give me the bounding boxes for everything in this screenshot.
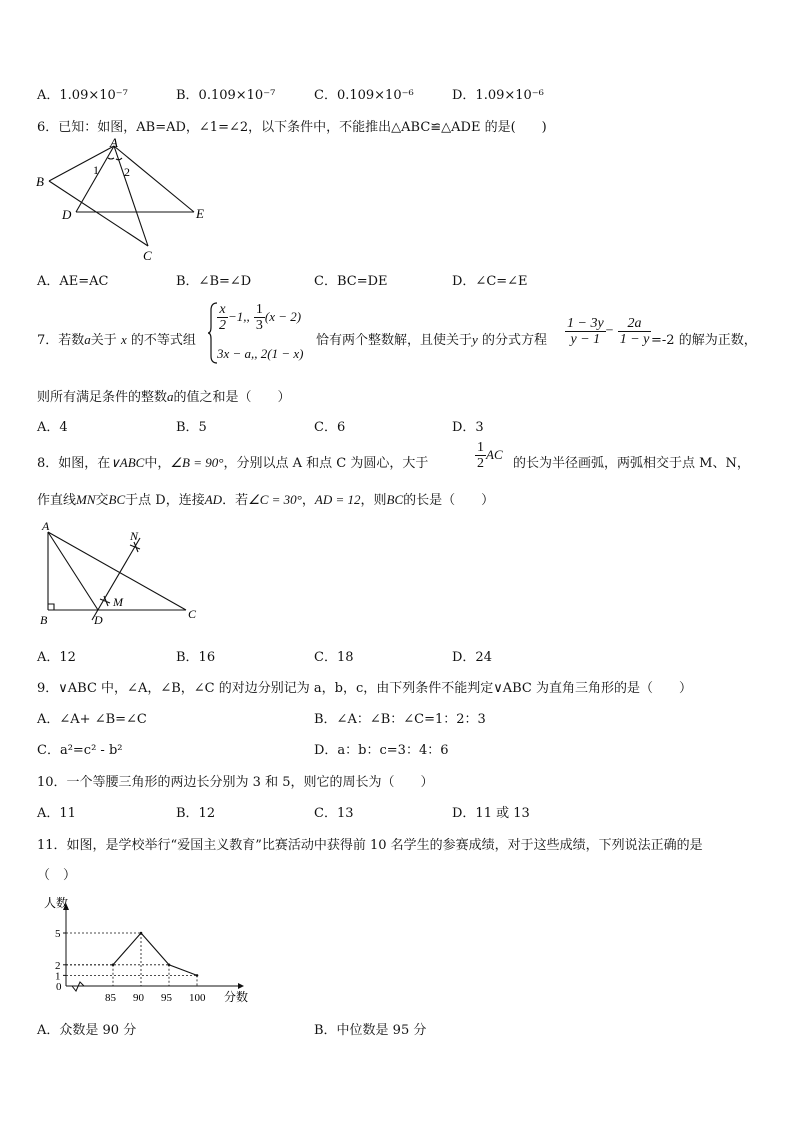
q6-label-1: 1: [93, 163, 99, 177]
y-tick-label-2: 2: [55, 959, 61, 972]
q8-label-n: N: [130, 529, 139, 543]
x-axis-arrow: [238, 983, 244, 989]
q6-seg-ac: [114, 146, 148, 246]
q6-label-c: C: [143, 248, 152, 263]
q8-label-m: M: [113, 595, 123, 609]
y-axis-title: 人数: [44, 896, 69, 910]
q8-label-c: C: [188, 607, 197, 621]
q10-option-b: B．12: [176, 806, 216, 821]
x-tick-label-100: 100: [189, 992, 206, 1004]
q9-option-d: D．a：b：c=3：4：6: [314, 743, 449, 758]
q6-option-a: A．AE=AC: [37, 274, 109, 289]
q11-stem: 11．如图，是学校举行“爱国主义教育”比赛活动中获得前 10 名学生的参赛成绩，对于这些成绩，下列说法正确的是: [37, 838, 703, 853]
x-tick-label-90: 90: [133, 992, 144, 1004]
q10-option-d: D．11 或 13: [452, 806, 530, 821]
q11-stem-blank: （ ）: [37, 868, 77, 883]
q9-option-c: C．a²=c² - b²: [37, 743, 123, 758]
q7-line2: 则所有满足条件的整数a的值之和是（ ）: [37, 389, 291, 405]
q8-right-angle-mark: [48, 604, 54, 610]
q7-option-b: B．5: [176, 420, 207, 435]
q10-option-c: C．13: [314, 806, 354, 821]
q9-option-a: A．∠A+ ∠B=∠C: [37, 712, 147, 727]
q6-option-c: C．BC=DE: [314, 274, 388, 289]
q11-option-a: A．众数是 90 分: [37, 1023, 137, 1038]
data-point-90: [140, 932, 143, 935]
q8-option-d: D．24: [452, 650, 492, 665]
q5-option-a: A．1.09×10⁻⁷: [37, 88, 128, 103]
x-axis-title: 分数: [224, 990, 249, 1004]
q7-line1-start: 7．若数a关于 x 的不等式组: [37, 332, 196, 348]
q7-system-row2: 3x − a,, 2(1 − x): [217, 346, 304, 361]
q8-option-a: A．12: [37, 650, 76, 665]
q8-option-b: B．16: [176, 650, 216, 665]
q7-frac-right: $\frac{2a}{1 - y}$: [619, 316, 650, 347]
q6-option-b: B．∠B=∠D: [176, 274, 252, 289]
q6-option-d: D．∠C=∠E: [452, 274, 528, 289]
q6-seg-ae: [114, 146, 194, 212]
q6-label-d: D: [62, 207, 72, 222]
q8-line1: 8．如图，在∨ABC中，∠B = 90°，分别以点 A 和点 C 为圆心，大于: [37, 455, 429, 471]
q5-option-c: C．0.109×10⁻⁶: [314, 88, 414, 103]
q7-line1-tail: =-2 的解为正数，: [651, 333, 757, 348]
q10-option-a: A．11: [37, 806, 76, 821]
q5-option-d: D．1.09×10⁻⁶: [452, 88, 544, 103]
data-point-100: [196, 974, 199, 977]
q7-option-d: D．3: [452, 420, 484, 435]
q11-option-b: B．中位数是 95 分: [314, 1023, 427, 1038]
q6-label-b: B: [36, 174, 44, 189]
q9-option-b: B．∠A：∠B：∠C=1：2：3: [314, 712, 486, 727]
data-point-95: [168, 964, 171, 967]
q8-line1-tail: 的长为半径画弧，两弧相交于点 M、N，: [513, 456, 750, 471]
q6-figure: [30, 136, 220, 266]
q8-label-b: B: [40, 613, 48, 627]
q8-seg-ad: [48, 532, 98, 610]
y-tick-label-5: 5: [55, 928, 61, 940]
q7-system-row1: $\frac{x}{2}$ −1,, $\frac{1}{3}$ (x − 2): [219, 302, 302, 333]
q6-label-e: E: [196, 206, 204, 221]
q8-label-a: A: [42, 519, 50, 533]
y-tick-label-1: 1: [55, 970, 61, 983]
q8-line2: 作直线MN交BC于点 D，连接AD．若∠C = 30°，AD = 12，则BC的长是（ ）: [37, 492, 495, 508]
q8-frac-half: $\frac{1}{2}$: [477, 440, 484, 471]
q6-angle-arc-1: [108, 158, 114, 159]
q8-option-c: C．18: [314, 650, 354, 665]
q6-stem: 6．已知：如图，AB=AD，∠1=∠2，以下条件中，不能推出△ABC≌△ADE 的是( ): [37, 120, 547, 135]
q10-stem: 10．一个等腰三角形的两边长分别为 3 和 5，则它的周长为（ ）: [37, 775, 434, 790]
origin-label: 0: [56, 981, 62, 993]
x-tick-label-95: 95: [161, 992, 172, 1004]
q6-label-a: A: [110, 135, 118, 150]
q8-half-ac: $\frac{1}{2}$ AC: [477, 440, 503, 471]
q7-line1-mid: 恰有两个整数解，且使关于y 的分式方程: [316, 332, 547, 348]
data-point-85: [112, 964, 115, 967]
q11-line-chart: [30, 893, 260, 1005]
x-tick-label-85: 85: [105, 992, 116, 1004]
q9-stem: 9．∨ABC 中，∠A，∠B，∠C 的对边分别记为 a，b，c，由下列条件不能判定∨ABC 为直角三角形的是（ ）: [37, 681, 693, 696]
q7-option-a: A．4: [37, 420, 68, 435]
q8-label-d: D: [94, 613, 103, 627]
q7-frac-1-3: $\frac{1}{3}$: [255, 302, 263, 333]
q8-figure: [36, 518, 206, 630]
q8-arc-n: [130, 542, 140, 552]
q5-option-b: B．0.109×10⁻⁷: [176, 88, 276, 103]
q7-frac-left: $\frac{1 - 3y}{y - 1}$: [567, 316, 604, 347]
q7-frac-x-2: $\frac{x}{2}$: [219, 302, 226, 333]
q6-angle-arc-2: [116, 158, 122, 160]
q6-label-2: 2: [124, 165, 130, 179]
q7-option-c: C．6: [314, 420, 346, 435]
q7-fraction-equation: $\frac{1 - 3y}{y - 1}$ − $\frac{2a}{1 - y}$: [567, 316, 650, 347]
series-line: [113, 933, 197, 975]
